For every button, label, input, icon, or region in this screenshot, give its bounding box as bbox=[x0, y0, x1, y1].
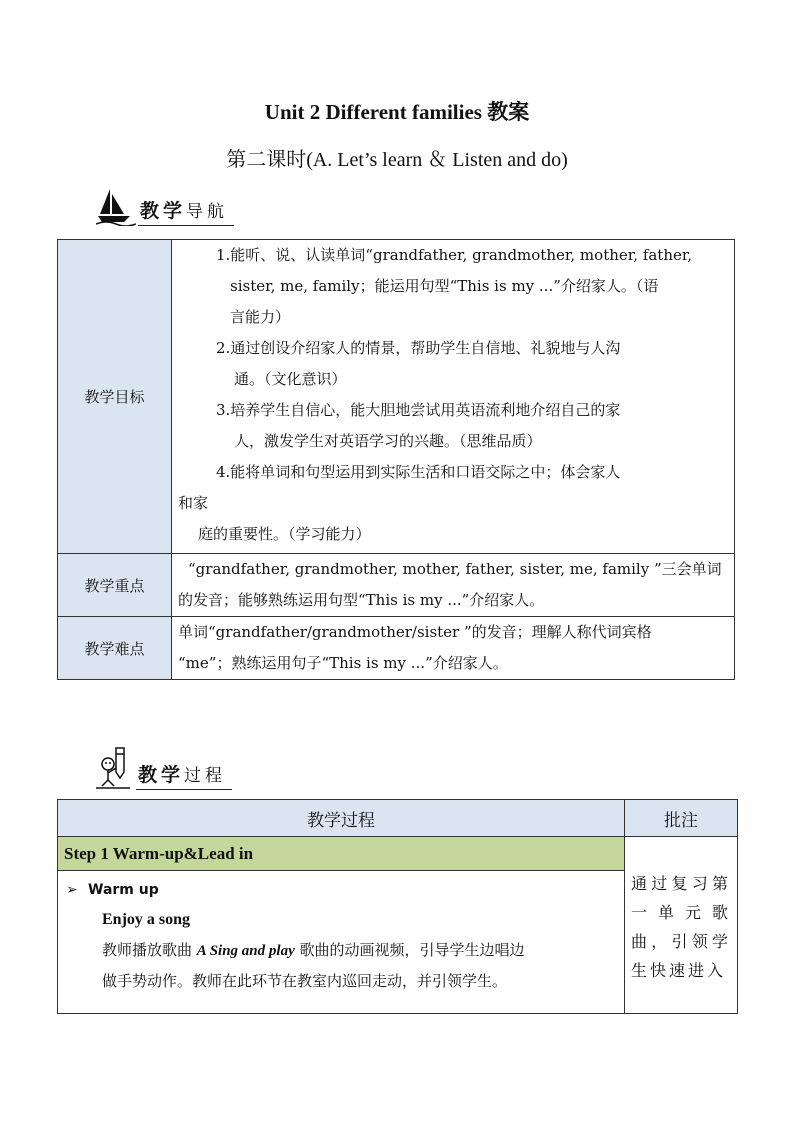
key-label: 教学重点 bbox=[58, 554, 172, 617]
difficulty-content bbox=[172, 617, 735, 680]
difficulty-line: 单词“grandfather/grandmother/sister ”的发音；理解人称代词宾格 bbox=[178, 623, 652, 641]
goal-line: 庭的重要性。（学习能力） bbox=[198, 525, 371, 543]
activity-description: 教师播放歌曲 A Sing and play 歌曲的动画视频，引导学生边唱边 bbox=[102, 941, 525, 959]
process-table bbox=[57, 799, 738, 1014]
step-content bbox=[58, 871, 625, 1014]
column-header-process: 教学过程 bbox=[58, 800, 625, 837]
key-line: “grandfather, grandmother, mother, father, sister, me, family ”三会单词 bbox=[188, 560, 722, 578]
goal-line: 4.能将单词和句型运用到实际生活和口语交际之中；体会家人 bbox=[216, 463, 621, 481]
key-line: 的发音；能够熟练运用句型“This is my ...”介绍家人。 bbox=[178, 591, 545, 609]
note-cell: 通过复习第一单元歌曲，引领学生快速进入 bbox=[625, 837, 738, 1014]
activity-description-line2: 做手势动作。教师在此环节在教室内巡回走动，并引领学生。 bbox=[102, 972, 508, 990]
column-header-notes: 批注 bbox=[625, 800, 738, 837]
pencil-mascot-icon bbox=[94, 746, 134, 790]
document-subtitle: 第二课时(A. Let’s learn ＆ Listen and do) bbox=[226, 149, 568, 171]
section-title-guide: 教学导航 bbox=[138, 196, 234, 226]
goal-line: 2.通过创设介绍家人的情景，帮助学生自信地、礼貌地与人沟 bbox=[216, 339, 621, 357]
section-header-process bbox=[94, 746, 232, 790]
arrow-bullet-icon: ➢ bbox=[66, 882, 78, 898]
goal-label: 教学目标 bbox=[58, 240, 172, 554]
step-title: Step 1 Warm-up&Lead in bbox=[58, 837, 625, 871]
section-title-process: 教学过程 bbox=[136, 760, 232, 790]
goal-line: 3.培养学生自信心，能大胆地尝试用英语流利地介绍自己的家 bbox=[216, 401, 621, 419]
goal-line: 1.能听、说、认读单词“grandfather, grandmother, mother, father, bbox=[216, 246, 693, 264]
goal-line: sister, me, family；能运用句型“This is my ...”介绍家人。（语 bbox=[230, 277, 659, 295]
key-content bbox=[172, 554, 735, 617]
goal-line: 和家 bbox=[178, 494, 209, 512]
activity-title: Enjoy a song bbox=[102, 911, 191, 928]
difficulty-label: 教学难点 bbox=[58, 617, 172, 680]
goal-line: 言能力） bbox=[230, 308, 291, 326]
bullet-item: ➢ Warm up bbox=[66, 875, 618, 905]
goal-content bbox=[172, 240, 735, 554]
goal-line: 人，激发学生对英语学习的兴趣。（思维品质） bbox=[234, 432, 542, 450]
guide-table bbox=[57, 239, 735, 680]
document-title: Unit 2 Different families 教案 bbox=[264, 100, 530, 124]
difficulty-line: “me”；熟练运用句子“This is my ...”介绍家人。 bbox=[178, 654, 508, 672]
sailboat-icon bbox=[96, 186, 136, 226]
goal-line: 通。（文化意识） bbox=[234, 370, 347, 388]
section-header-guide bbox=[96, 186, 234, 226]
